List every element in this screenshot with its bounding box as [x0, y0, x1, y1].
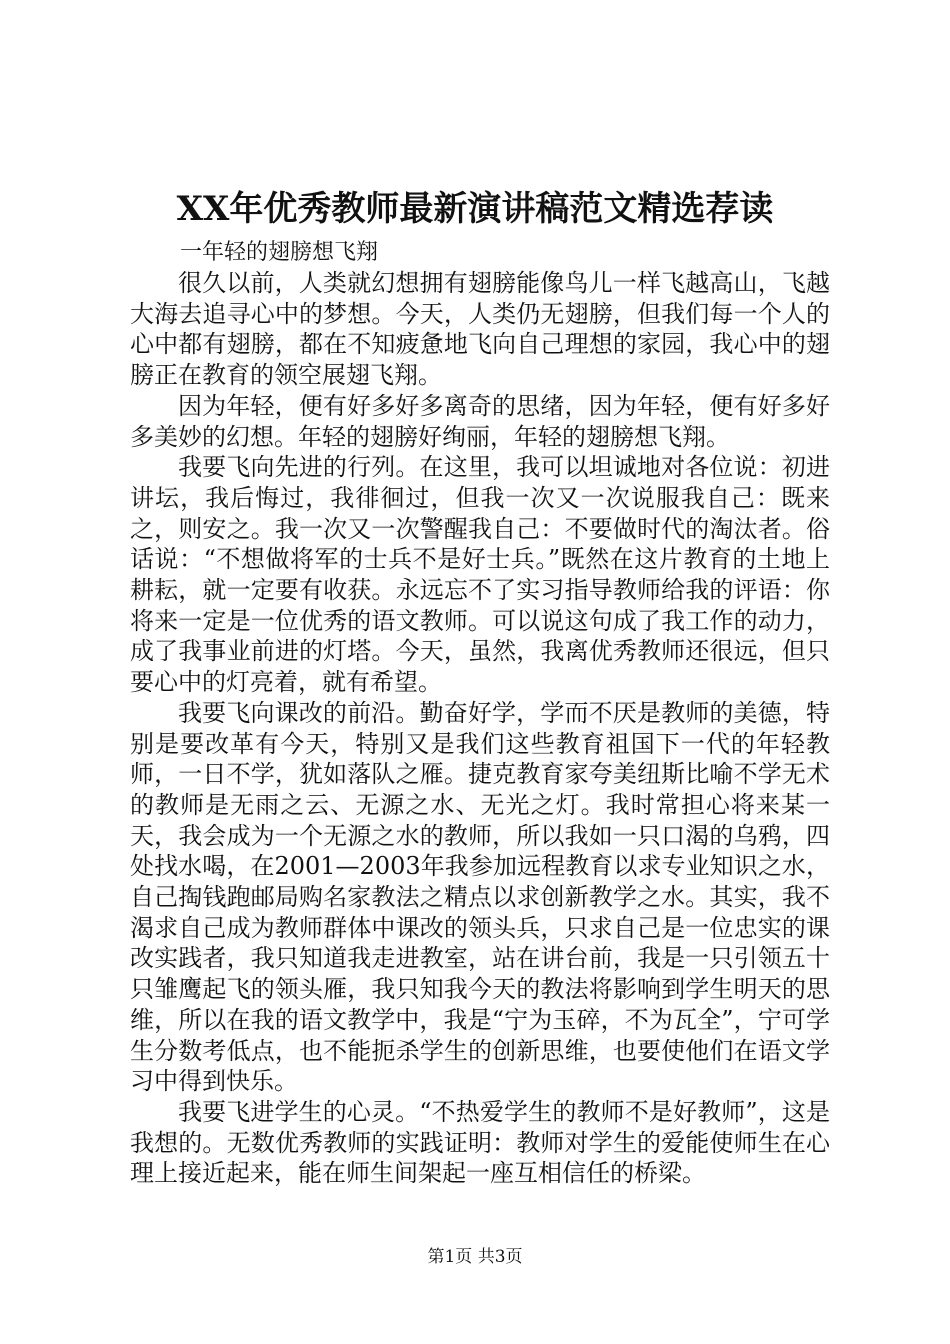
body-paragraph: 因为年轻，便有好多好多离奇的思绪，因为年轻，便有好多好多美妙的幻想。年轻的翅膀好绚丽，年轻的翅膀想飞翔。: [130, 391, 830, 451]
body-paragraph: 我要飞向先进的行列。在这里，我可以坦诚地对各位说：初进讲坛，我后悔过，我徘徊过，但我一次又一次说服我自己：既来之，则安之。我一次又一次警醒我自己：不要做时代的淘汰者。俗话说：“不想做将军的士兵不是好士兵。”既然在这片教育的土地上耕耘，就一定要有收获。永远忘不了实习指导教师给我的评语：你将来一定是一位优秀的语文教师。可以说这句成了我工作的动力，成了我事业前进的灯塔。今天，虽然，我离优秀教师还很远，但只要心中的灯亮着，就有希望。: [130, 453, 830, 697]
page-indicator: 第1页 共3页: [427, 1247, 523, 1267]
body-paragraph: 很久以前，人类就幻想拥有翅膀能像鸟儿一样飞越高山，飞越大海去追寻心中的梦想。今天，人类仍无翅膀，但我们每一个人的心中都有翅膀，都在不知疲惫地飞向自己理想的家园，我心中的翅膀正在教育的领空展翅飞翔。: [130, 269, 830, 390]
document-subtitle: 一年轻的翅膀想飞翔: [180, 240, 379, 265]
document-body: [130, 268, 830, 1189]
body-paragraph: 我要飞向课改的前沿。勤奋好学，学而不厌是教师的美德，特别是要改革有今天，特别又是我们这些教育祖国下一代的年轻教师，一日不学，犹如落队之雁。捷克教育家夸美纽斯比喻不学无术的教师是无雨之云、无源之水、无光之灯。我时常担心将来某一天，我会成为一个无源之水的教师，所以我如一只口渴的乌鸦，四处找水喝，在2001—2003年我参加远程教育以求专业知识之水，自己掏钱跑邮局购名家教法之精点以求创新教学之水。其实，我不渴求自己成为教师群体中课改的领头兵，只求自己是一位忠实的课改实践者，我只知道我走进教室，站在讲台前，我是一只引领五十只雏鹰起飞的领头雁，我只知我今天的教法将影响到学生明天的思维，所以在我的语文教学中，我是“宁为玉碎，不为瓦全”，宁可学生分数考低点，也不能扼杀学生的创新思维，也要使他们在语文学习中得到快乐。: [130, 698, 830, 1096]
document-title: XX年优秀教师最新演讲稿范文精选荐读: [176, 189, 774, 229]
body-paragraph: 我要飞进学生的心灵。“不热爱学生的教师不是好教师”，这是我想的。无数优秀教师的实践证明：教师对学生的爱能使师生在心理上接近起来，能在师生间架起一座互相信任的桥梁。: [130, 1097, 830, 1188]
